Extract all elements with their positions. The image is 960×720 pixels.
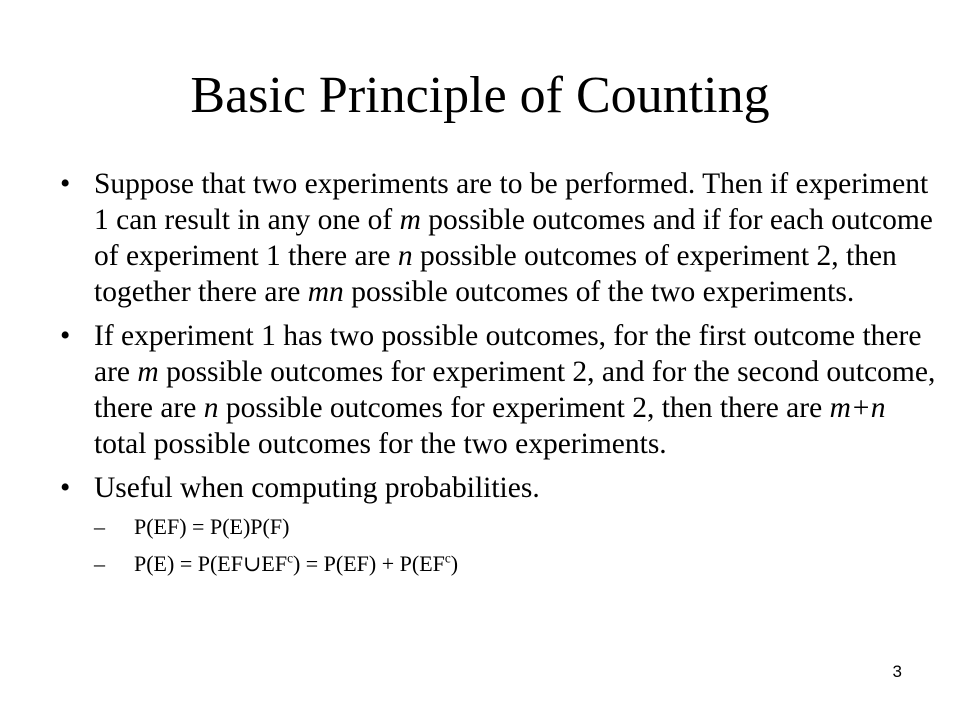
- complement-superscript: c: [287, 550, 293, 566]
- formula-part: ): [450, 551, 459, 576]
- variable-m: m: [399, 204, 421, 236]
- text-segment: possible outcomes and if for each outcome of experiment 1 there are: [94, 204, 933, 272]
- bullet-marker: •: [60, 320, 71, 352]
- variable-m: m: [137, 356, 159, 388]
- variable-mn: mn: [307, 276, 344, 308]
- sub-bullet-marker: –: [94, 514, 105, 539]
- text-segment: If experiment 1 has two possible outcomes, for the first outcome there are: [94, 320, 922, 388]
- sub-bullet-marker: –: [94, 551, 105, 576]
- formula-part: ) = P(EF) + P(EF: [292, 551, 445, 576]
- bullet-text: [94, 166, 940, 310]
- complement-superscript: c: [444, 550, 451, 566]
- variable-m-plus-n: m+n: [829, 392, 886, 424]
- bullet-item: [60, 166, 940, 310]
- variable-n: n: [397, 240, 413, 272]
- bullet-marker: •: [60, 168, 71, 200]
- bullet-text: [94, 318, 940, 462]
- bullet-item: [60, 470, 940, 579]
- text-segment: possible outcomes of experiment 2, then together there are: [94, 240, 897, 308]
- bullet-text: [94, 470, 940, 506]
- text-segment: possible outcomes for experiment 2, and for the second outcome, there are: [94, 356, 936, 424]
- slide-number: 3: [892, 662, 902, 681]
- text-segment: total possible outcomes for the two experiments.: [94, 428, 667, 460]
- union-symbol: ∪: [242, 551, 262, 576]
- bullet-list: [60, 166, 940, 587]
- bullet-item: [60, 318, 940, 462]
- text-segment: possible outcomes for experiment 2, then there are: [218, 392, 830, 424]
- text-segment: possible outcomes of the two experiments.: [343, 276, 855, 308]
- text-segment: Suppose that two experiments are to be performed. Then if experiment 1 can result in any one of: [94, 168, 929, 236]
- formula-part: EF: [261, 551, 288, 576]
- text-segment: Useful when computing probabilities.: [94, 472, 540, 504]
- formula-part: P(E) = P(EF: [134, 551, 243, 576]
- formula-independence: P(EF) = P(E)P(F): [134, 514, 290, 539]
- formula-total-probability: [134, 551, 458, 576]
- slide-title: Basic Principle of Counting: [190, 67, 770, 124]
- variable-n: n: [203, 392, 219, 424]
- sub-bullet-item: [94, 512, 940, 542]
- sub-bullet-item: [94, 549, 940, 579]
- bullet-marker: •: [60, 472, 71, 504]
- sub-bullet-list: [94, 512, 940, 579]
